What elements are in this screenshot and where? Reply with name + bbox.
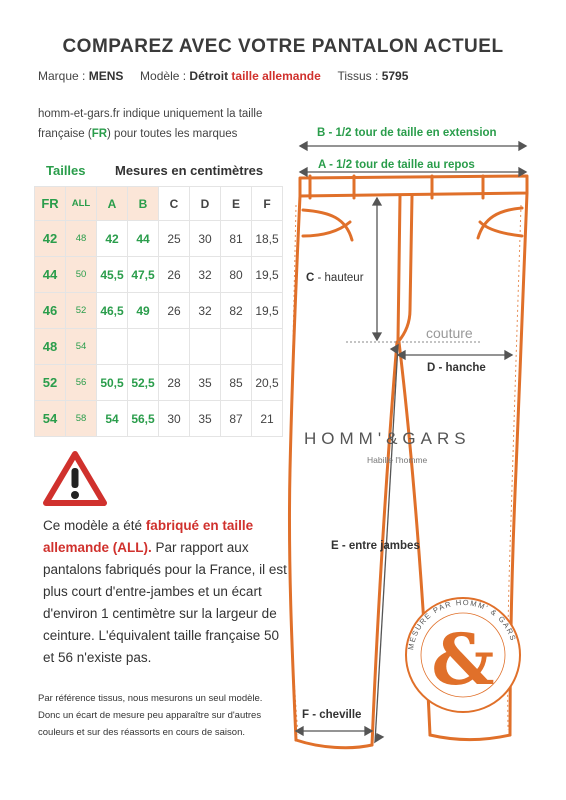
label-b-text: - 1/2 tour de taille en extension [325,127,497,139]
column-header: ALL [66,187,97,221]
warning-text-highlight: fabriqué en taille allemande (ALL). [43,518,254,555]
table-cell: 25 [159,221,190,257]
table-cell: 48 [66,221,97,257]
column-header: C [159,187,190,221]
badge-ampersand: & [431,618,495,701]
label-a [318,159,475,171]
size-note-part1: homm-et-gars.fr indique uniquement la taille française ( [38,108,263,140]
table-cell: 82 [221,293,252,329]
label-c-letter: C [306,272,315,284]
table-cell: 85 [221,365,252,401]
column-header: E [221,187,252,221]
table-cell: 56 [66,365,97,401]
table-cell: 48 [35,329,66,365]
label-d-text: - hanche [435,362,486,374]
fabric-value: 5795 [381,69,409,83]
table-cell: 54 [97,401,128,437]
table-cell: 54 [35,401,66,437]
table-cell: 47,5 [128,257,159,293]
table-cell: 80 [221,257,252,293]
table-cell: 50 [66,257,97,293]
label-f-letter: F [302,709,310,721]
column-header: F [252,187,283,221]
table-cell: 52 [35,365,66,401]
table-cell: 50,5 [97,365,128,401]
mesures-header: Mesures en centimètres [115,163,264,178]
label-b [317,127,497,139]
column-header: A [97,187,128,221]
table-cell: 35 [190,365,221,401]
column-header: B [128,187,159,221]
table-cell: 42 [35,221,66,257]
brand-logo: HOMM'&GARS [304,429,471,448]
table-cell: 32 [190,257,221,293]
table-cell: 54 [66,329,97,365]
table-cell: 44 [128,221,159,257]
label-b-letter: B [317,127,326,139]
table-cell: 32 [190,293,221,329]
label-c-text: - hauteur [314,272,364,284]
table-cell: 49 [128,293,159,329]
badge-logo [406,598,520,712]
label-d [427,362,486,374]
table-cell: 58 [66,401,97,437]
table-cell: 46 [35,293,66,329]
size-note-fr: FR [91,128,108,140]
model-label: Modèle : [140,69,190,83]
table-cell: 26 [159,257,190,293]
fabric-label: Tissus : [337,69,382,83]
model-size: taille allemande [231,69,321,83]
warning-text-part1: Ce modèle a été [43,518,146,533]
table-cell: 52 [66,293,97,329]
table-cell: 81 [221,221,252,257]
label-c [306,272,364,284]
brand-label: Marque : [38,69,89,83]
table-cell: 52,5 [128,365,159,401]
badge-text: MESURE PAR HOMM' & GARS [406,597,519,651]
page-title: COMPAREZ AVEC VOTRE PANTALON ACTUEL [62,36,504,57]
label-e [331,540,420,552]
warning-text-part2: Par rapport aux pantalons fabriqués pour la France, il est plus court d'entre-jambes et un écart d'environ 1 centimètre sur la largeur de ceinture. L'équivalent taille française 50 et 56 n'existe pas. [43,540,287,665]
table-cell: 30 [159,401,190,437]
table-cell: 42 [97,221,128,257]
table-cell: 30 [190,221,221,257]
column-header: FR [35,187,66,221]
label-e-letter: E [331,540,339,552]
label-d-letter: D [427,362,436,374]
couture-label: couture [426,325,473,341]
table-cell: 19,5 [252,293,283,329]
table-cell: 56,5 [128,401,159,437]
table-cell: 35 [190,401,221,437]
table-cell: 26 [159,293,190,329]
model-value: Détroit [189,69,232,83]
table-cell: 46,5 [97,293,128,329]
footnote: Par référence tissus, nous mesurons un seul modèle. Donc un écart de mesure peu apparaître sur d'autres couleurs et sur des réassorts en cours de saison. [38,693,263,738]
table-cell: 28 [159,365,190,401]
table-cell: 21 [252,401,283,437]
label-a-text: - 1/2 tour de taille au repos [325,159,475,171]
column-header: D [190,187,221,221]
label-a-letter: A [318,159,326,171]
table-cell: 45,5 [97,257,128,293]
table-cell: 19,5 [252,257,283,293]
table-cell: 20,5 [252,365,283,401]
label-e-text: - entre jambes [338,540,420,552]
label-f [302,709,361,721]
table-cell: 18,5 [252,221,283,257]
table-cell: 87 [221,401,252,437]
label-f-text: - cheville [309,709,362,721]
brand-value: MENS [88,69,124,83]
brand-tagline: Habille l'homme [367,455,428,465]
tailles-header: Tailles [46,163,86,178]
size-note-part2: ) pour toutes les marques [107,128,238,140]
table-cell: 44 [35,257,66,293]
